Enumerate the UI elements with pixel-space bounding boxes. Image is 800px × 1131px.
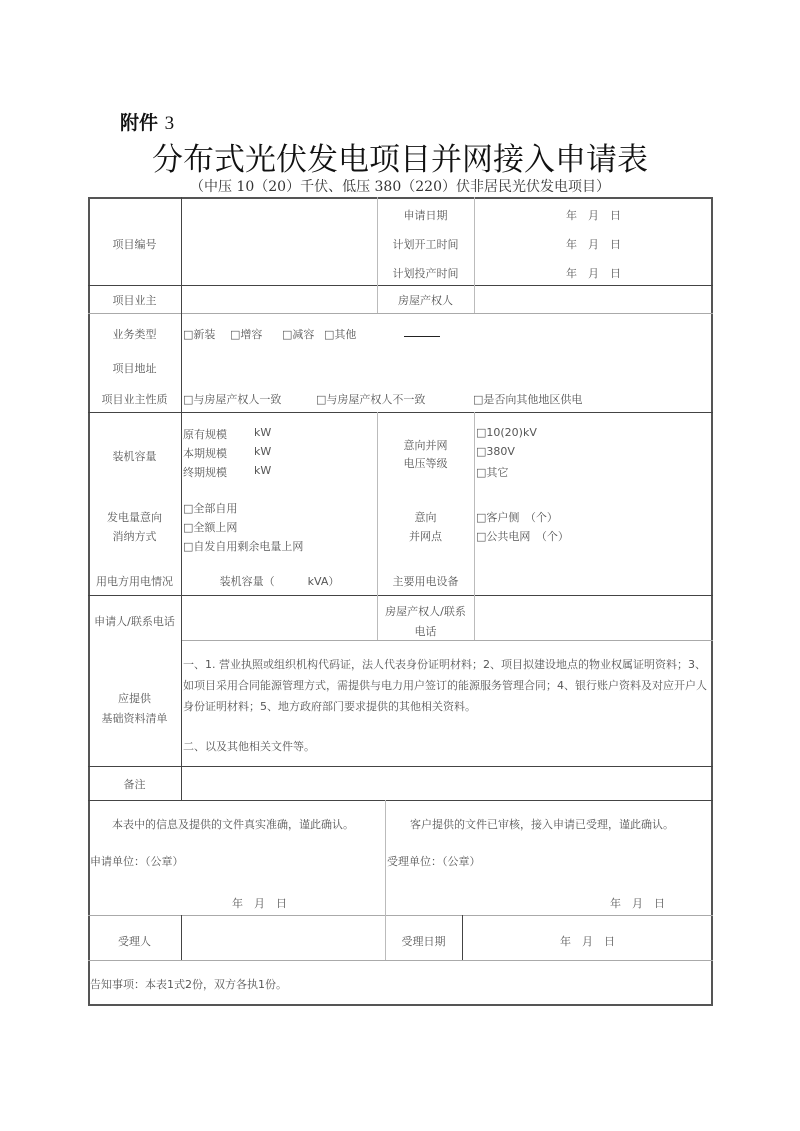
property-holder-label: 房屋产权人 <box>398 294 453 307</box>
capacity-existing-label: 原有规模 <box>183 428 227 441</box>
capacity-label: 装机容量 <box>112 450 157 463</box>
notice-text: 告知事项：本表1式2份，双方各执1份。 <box>90 978 287 991</box>
project-id-field[interactable] <box>182 198 377 286</box>
consumption-label-1: 发电量意向 <box>107 511 162 524</box>
property-holder-field[interactable] <box>475 286 713 313</box>
voltage-label-1: 意向并网 <box>403 439 448 452</box>
consumption-option-surplus-grid[interactable]: □自发自用剩余电量上网 <box>183 540 304 553</box>
documents-label-2: 基础资料清单 <box>101 712 168 725</box>
holder-contact-field[interactable] <box>475 596 713 640</box>
voltage-label-2: 电压等级 <box>403 457 448 470</box>
row-divider <box>88 800 713 801</box>
applicant-statement: 本表中的信息及提供的文件真实准确，谨此确认。 <box>112 818 354 831</box>
acceptor-unit-label: 受理单位：（公章） <box>387 855 481 868</box>
business-type-option-increase[interactable]: □增容 <box>230 328 263 341</box>
equipment-field[interactable] <box>475 570 713 590</box>
voltage-option-380v[interactable]: □380V <box>476 445 515 458</box>
owner-nature-option-different[interactable]: □与房屋产权人不一致 <box>316 393 426 406</box>
usage-label: 用电方用电情况 <box>96 575 173 588</box>
documents-item-2: 二、以及其他相关文件等。 <box>183 740 315 753</box>
owner-nature-label: 项目业主性质 <box>101 393 168 406</box>
grid-point-option-public[interactable]: □公共电网 （个） <box>476 530 569 543</box>
consumption-option-self-use[interactable]: □全部自用 <box>183 502 238 515</box>
address-label: 项目地址 <box>112 362 157 375</box>
plan-production-label: 计划投产时间 <box>392 267 459 280</box>
row-divider <box>88 960 713 961</box>
applicant-unit-label: 申请单位：（公章） <box>90 855 184 868</box>
plan-start-label: 计划开工时间 <box>392 238 459 251</box>
business-type-label: 业务类型 <box>112 328 157 341</box>
owner-nature-option-same[interactable]: □与房屋产权人一致 <box>183 393 282 406</box>
row-divider <box>181 640 713 641</box>
capacity-existing-unit[interactable]: kW <box>254 426 272 439</box>
equipment-label: 主要用电设备 <box>392 575 459 588</box>
voltage-option-10kv[interactable]: □10(20)kV <box>476 426 537 439</box>
other-fill-line[interactable] <box>404 336 440 337</box>
owner-field[interactable] <box>182 286 377 313</box>
grid-point-option-customer[interactable]: □客户侧 （个） <box>476 511 558 524</box>
handler-label: 受理人 <box>118 935 151 948</box>
capacity-final-unit[interactable]: kW <box>254 464 272 477</box>
remarks-label: 备注 <box>123 778 146 791</box>
usage-capacity-field[interactable]: 装机容量（ kVA） <box>219 575 340 588</box>
handler-field[interactable] <box>182 916 385 960</box>
voltage-option-other[interactable]: □其它 <box>476 466 509 479</box>
page-title: 分布式光伏发电项目并网接入申请表 <box>152 142 648 178</box>
capacity-current-label: 本期规模 <box>183 447 227 460</box>
owner-nature-option-other-region[interactable]: □是否向其他地区供电 <box>473 393 583 406</box>
applicant-sign-date[interactable]: 年 月 日 <box>232 897 287 910</box>
accept-date-label: 受理日期 <box>401 935 446 948</box>
consumption-label-2: 消纳方式 <box>112 530 157 543</box>
address-field[interactable] <box>182 356 712 378</box>
attachment-label <box>120 108 174 135</box>
consumption-option-full-grid[interactable]: □全额上网 <box>183 521 238 534</box>
grid-point-label-2: 并网点 <box>409 530 442 543</box>
applicant-field[interactable] <box>182 596 377 640</box>
holder-contact-label-1: 房屋产权人/联系 <box>385 605 466 618</box>
page-subtitle: （中压 10（20）千伏、低压 380（220）伏非居民光伏发电项目） <box>190 179 610 195</box>
plan-start-field[interactable]: 年 月 日 <box>566 238 621 251</box>
acceptor-statement: 客户提供的文件已审核，接入申请已受理，谨此确认。 <box>410 818 674 831</box>
business-type-option-other[interactable]: □其他 <box>324 328 357 341</box>
documents-item-1: 一、1. 营业执照或组织机构代码证，法人代表身份证明材料；2、项目拟建设地点的物业权属证明资料；3、如项目采用合同能源管理方式，需提供与电力用户签订的能源服务管理合同；4、银行账户资料及对应开户人身份证明材料；5、地方政府部门要求提供的其他相关资料。 <box>183 658 707 713</box>
applicant-label: 申请人/联系电话 <box>94 615 175 628</box>
grid-point-label-1: 意向 <box>414 511 437 524</box>
documents-label-1: 应提供 <box>118 692 151 705</box>
capacity-final-label: 终期规模 <box>183 466 227 479</box>
attachment-text: 附件 <box>120 112 159 134</box>
acceptor-sign-date[interactable]: 年 月 日 <box>610 897 665 910</box>
apply-date-field[interactable]: 年 月 日 <box>566 209 621 222</box>
owner-label: 项目业主 <box>112 294 157 307</box>
accept-date-field[interactable]: 年 月 日 <box>560 935 615 948</box>
apply-date-label: 申请日期 <box>403 209 448 222</box>
project-id-label: 项目编号 <box>112 238 157 251</box>
remarks-field[interactable] <box>182 767 712 800</box>
attachment-number: 3 <box>164 113 175 134</box>
business-type-option-new[interactable]: □新装 <box>183 328 216 341</box>
plan-production-field[interactable]: 年 月 日 <box>566 267 621 280</box>
holder-contact-label-2: 电话 <box>414 625 437 638</box>
business-type-option-decrease[interactable]: □减容 <box>282 328 315 341</box>
capacity-current-unit[interactable]: kW <box>254 445 272 458</box>
